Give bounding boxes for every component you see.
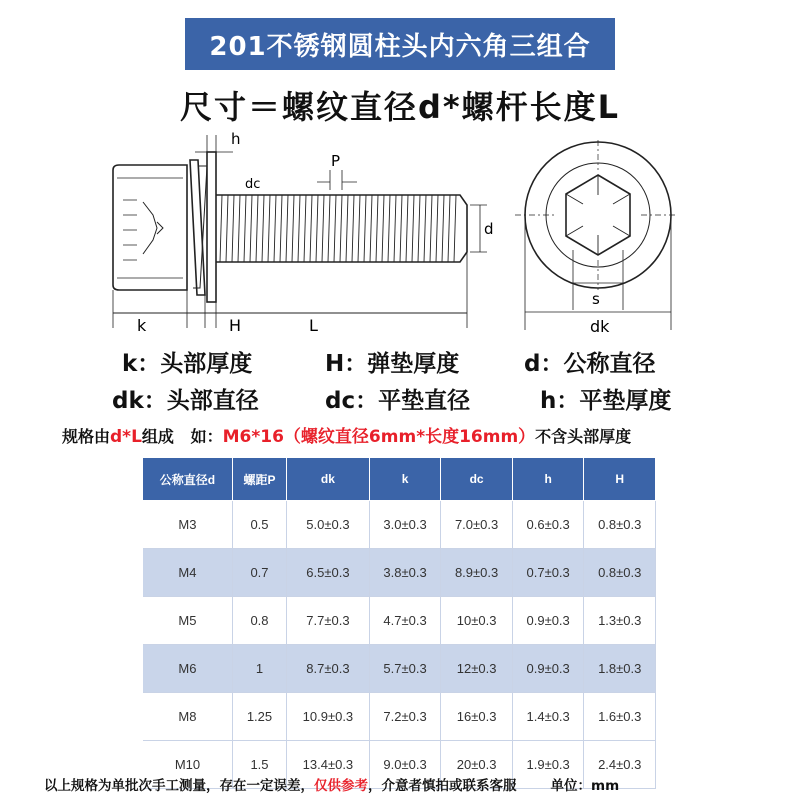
table-row [143, 501, 656, 549]
footer-reference-only: 仅供参考 [314, 778, 368, 794]
label-L: L [309, 316, 318, 335]
cell-pitch: 0.7 [232, 549, 286, 597]
cell-pitch: 1.5 [232, 741, 286, 789]
label-p: P [331, 152, 341, 170]
cell-pitch: 0.8 [232, 597, 286, 645]
cell-dc: 7.0±0.3 [441, 501, 513, 549]
label-h: h [231, 130, 241, 148]
cell-H: 0.8±0.3 [584, 549, 656, 597]
label-k: k [137, 316, 147, 335]
legend-H: H：弹垫厚度 [325, 351, 460, 377]
legend-dk: dk：头部直径 [112, 388, 259, 414]
cell-h: 0.7±0.3 [512, 549, 584, 597]
screw-side-diagram [95, 130, 494, 345]
cell-dc: 8.9±0.3 [441, 549, 513, 597]
header-dk: dk [287, 458, 370, 501]
cell-H: 1.6±0.3 [584, 693, 656, 741]
header-nominal-diameter: 公称直径d [143, 458, 232, 501]
cell-size: M5 [143, 597, 232, 645]
cell-dk: 6.5±0.3 [287, 549, 370, 597]
cell-k: 3.0±0.3 [369, 501, 441, 549]
cell-H: 2.4±0.3 [584, 741, 656, 789]
table-row [143, 693, 656, 741]
cell-dc: 20±0.3 [441, 741, 513, 789]
cell-h: 0.9±0.3 [512, 645, 584, 693]
footer-part1: 以上规格为单批次手工测量，存在一定误差， [44, 778, 314, 794]
spec-exclusion: 不含头部厚度 [535, 427, 632, 446]
legend-h: h：平垫厚度 [540, 388, 672, 414]
spec-table [143, 458, 656, 789]
label-d: d [484, 220, 494, 238]
cell-dk: 8.7±0.3 [287, 645, 370, 693]
spec-dl: d*L [110, 427, 142, 447]
cell-dk: 10.9±0.3 [287, 693, 370, 741]
cell-dc: 12±0.3 [441, 645, 513, 693]
cell-pitch: 0.5 [232, 501, 286, 549]
title-banner: 201不锈钢圆柱头内六角三组合 [185, 18, 615, 70]
size-formula: 尺寸＝螺纹直径d*螺杆长度L [179, 88, 621, 126]
cell-dc: 16±0.3 [441, 693, 513, 741]
cell-h: 0.6±0.3 [512, 501, 584, 549]
cell-k: 7.2±0.3 [369, 693, 441, 741]
label-H: H [229, 316, 242, 335]
header-h: h [512, 458, 584, 501]
header-dc: dc [441, 458, 513, 501]
header-H: H [584, 458, 656, 501]
table-row [143, 549, 656, 597]
cell-pitch: 1 [232, 645, 286, 693]
cell-size: M8 [143, 693, 232, 741]
cell-h: 0.9±0.3 [512, 597, 584, 645]
spec-suffix: 组成 如： [141, 427, 223, 446]
cell-k: 9.0±0.3 [369, 741, 441, 789]
footer-unit: 单位：mm [550, 778, 620, 794]
legend-k: k：头部厚度 [122, 351, 253, 377]
label-s: s [592, 290, 600, 308]
cell-dc: 10±0.3 [441, 597, 513, 645]
cell-H: 1.8±0.3 [584, 645, 656, 693]
header-pitch: 螺距P [232, 458, 286, 501]
cell-pitch: 1.25 [232, 693, 286, 741]
spec-prefix: 规格由 [62, 427, 111, 446]
cell-h: 1.4±0.3 [512, 693, 584, 741]
legend-d: d：公称直径 [524, 351, 656, 377]
cell-k: 5.7±0.3 [369, 645, 441, 693]
cell-size: M10 [143, 741, 232, 789]
cell-k: 3.8±0.3 [369, 549, 441, 597]
legend-dc: dc：平垫直径 [325, 388, 471, 414]
cell-H: 1.3±0.3 [584, 597, 656, 645]
spec-note [62, 422, 631, 447]
table-header-row [143, 458, 656, 501]
cell-H: 0.8±0.3 [584, 501, 656, 549]
cell-size: M6 [143, 645, 232, 693]
cell-k: 4.7±0.3 [369, 597, 441, 645]
cell-dk: 5.0±0.3 [287, 501, 370, 549]
table-row [143, 597, 656, 645]
label-dk: dk [590, 317, 610, 336]
label-dc: dc [245, 177, 261, 192]
cell-dk: 7.7±0.3 [287, 597, 370, 645]
header-k: k [369, 458, 441, 501]
spec-example: M6*16（螺纹直径6mm*长度16mm） [222, 427, 536, 447]
cell-size: M3 [143, 501, 232, 549]
footer-disclaimer [44, 774, 619, 794]
cell-dk: 13.4±0.3 [287, 741, 370, 789]
table-row [143, 645, 656, 693]
cell-h: 1.9±0.3 [512, 741, 584, 789]
cell-size: M4 [143, 549, 232, 597]
screw-top-diagram [510, 140, 680, 340]
footer-part2: ，介意者慎拍或联系客服 [368, 778, 517, 794]
